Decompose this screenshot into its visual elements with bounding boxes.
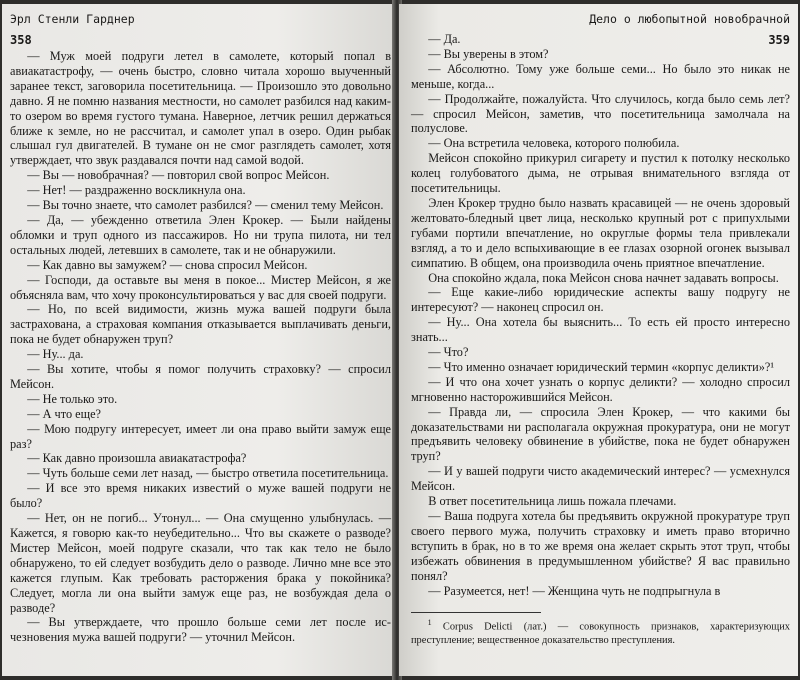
paragraph: — Правда ли, — спросила Элен Крокер, — что какими бы доказательствами ни располагала окружная прокуратура, они не могут предъявить человеку обвинение в убийстве, пока не будет обнаружен труп? [411, 404, 790, 464]
page-number-right: 359 [768, 33, 790, 47]
paragraph: — Да. [428, 32, 461, 46]
paragraph: — Нет, он не погиб... Утонул... — Она смущенно улыбнулась. — Кажется, я говорю как-то неубедительно... Что вы скажете о разводе? Мистер Мейсон, моей подруге сказали, что так как тело не было обнаружено, то ей следует возбудить дело о разводе. Лично мне все это кажется глупым. Как требовать расторжения брака у покойника? Следует, могла ли она выйти замуж еще раз, не возбуждая дела о разводе? [10, 511, 391, 615]
paragraph: — Чуть больше семи лет назад, — быстро ответила посетительница. [27, 466, 389, 481]
paragraph: — Вы уверены в этом? [428, 46, 549, 61]
footnote-rule [411, 612, 541, 613]
left-page [2, 4, 395, 676]
paragraph: — Нет! — раздраженно воскликнула она. [27, 183, 246, 198]
paragraph: — Вы хотите, чтобы я помог получить страховку? — спросил Мейсон. [10, 362, 391, 391]
right-page [399, 4, 798, 676]
paragraph: — Вы — новобрачная? — повторил свой вопрос Мейсон. [27, 168, 330, 183]
running-head-title: Дело о любопытной новобрачной [589, 12, 790, 26]
paragraph: — Разумеется, нет! — Женщина чуть не подпрыгнула в [428, 583, 721, 598]
paragraph: — И у вашей подруги чисто академический интерес? — усмехнулся Мейсон. [411, 464, 790, 494]
paragraph: — Что? [428, 345, 469, 360]
paragraph: — И что она хочет узнать о корпус деликти? — холодно спросил мгновенно насторожившийся Мейсон. [411, 374, 790, 404]
paragraph: — Ну... да. [27, 347, 84, 362]
paragraph: — И все это время никаких известий о муже вашей подруги не было? [10, 481, 391, 511]
paragraph: Мейсон спокойно прикурил сигарету и пустил к потолку несколько колец голубоватого дыма, не отрывая внимательного взгляда от посетительницы. [411, 151, 790, 196]
paragraph: — Ваша подруга хотела бы предъявить окружной прокуратуре труп своего первого мужа, получить страховку и иметь право вторично вступить в брак, но в то же время она желает скрыть этот труп, чтобы избежать обвинения в предумышленном убийстве? Я вас правильно понял? [411, 509, 790, 583]
paragraph: — Да, — убежденно ответила Элен Крокер. — Были найдены обломки и труп одного из пассажиров. Но ни трупа пилота, ни тел остальных людей, летевших в самолете, так и не обнаружили. [10, 212, 391, 257]
paragraph: — Она встретила человека, которого полюбила. [428, 136, 680, 151]
paragraph: — Как давно произошла авиакатастрофа? [27, 451, 247, 466]
paragraph: — Муж моей подруги летел в самолете, который попал в авиакатастрофу, — очень быстро, словно читала хорошо выученный заранее текст, заговорила посетительница. — Произошло это довольно давно. Я не помню названия местности, но самолет разбился над каким-то озером во время густого тумана. Наверное, летчик решил держаться ближе к земле, но не рассчитал, и самолет упал в озеро. Один рыбак слышал гул двигателей. В тумане он не смог разглядеть самолет, хотя утверждает, что звук раздавался почти над самой водой. [10, 49, 391, 168]
paragraph: — Как давно вы замужем? — снова спросил Мейсон. [27, 257, 308, 272]
paragraph: — Абсолютно. Тому уже больше семи... Но было это никак не меньше, когда... [411, 61, 790, 91]
footnote [411, 617, 790, 647]
paragraph: В ответ посетительница лишь пожала плечами. [428, 494, 677, 509]
paragraph: — Продолжайте, пожалуйста. Что случилось, когда было семь лет? — спросил Мейсон, заметив, что посетительница замолчала на полуслове. [411, 91, 790, 136]
running-head-author: Эрл Стенли Гарднер [10, 12, 135, 26]
paragraph: — Вы точно знаете, что самолет разбился? — сменил тему Мейсон. [27, 198, 384, 213]
paragraph: — А что еще? [27, 406, 102, 421]
footnote-text: Corpus Delicti (лат.) — совокупность признаков, характеризующих преступление; вещественное доказательство преступления. [411, 621, 791, 646]
paragraph: — Мою подругу интересует, имеет ли она право выйти замуж еще раз? [10, 421, 391, 451]
paragraph: — Вы утверждаете, что прошло больше семи лет после исчезновения мужа вашей подруги? — уточнил Мейсон. [10, 615, 391, 645]
page-number-left: 358 [10, 33, 32, 47]
paragraph: — Господи, да оставьте вы меня в покое... Мистер Мейсон, я же объясняла вам, что хочу проконсультироваться у вас для своей подруги. [10, 272, 391, 302]
paragraph: Она спокойно ждала, пока Мейсон снова начнет задавать вопросы. [428, 270, 779, 285]
paragraph: — Ну... Она хотела бы выяснить... То есть ей просто интересно знать... [411, 315, 790, 345]
paragraph: — Не только это. [27, 391, 118, 406]
paragraph: — Что именно означает юридический термин «корпус деликти»?¹ [428, 359, 775, 374]
left-page-body [10, 49, 391, 645]
paragraph: Элен Крокер трудно было назвать красавицей — не очень здоровый желтовато-бледный цвет лица, несколько крупный рот с припухлыми губами портили впечатление, но округлые формы тела привлекали взгляд, а то и дело вспыхивающие в ее глазах озорной огонек вызывал симпатию. В общем, она производила очень приятное впечатление. [411, 195, 790, 270]
paragraph: — Еще какие-либо юридические аспекты вашу подругу не интересуют? — наконец спросил он. [411, 285, 790, 315]
paragraph: — Но, по всей видимости, жизнь мужа вашей подруги была застрахована, а страховая компания отказывается выплачивать деньги, пока не будет обнаружен труп? [10, 302, 391, 347]
footnote-marker: 1 [427, 618, 432, 628]
right-page-body [411, 32, 790, 598]
